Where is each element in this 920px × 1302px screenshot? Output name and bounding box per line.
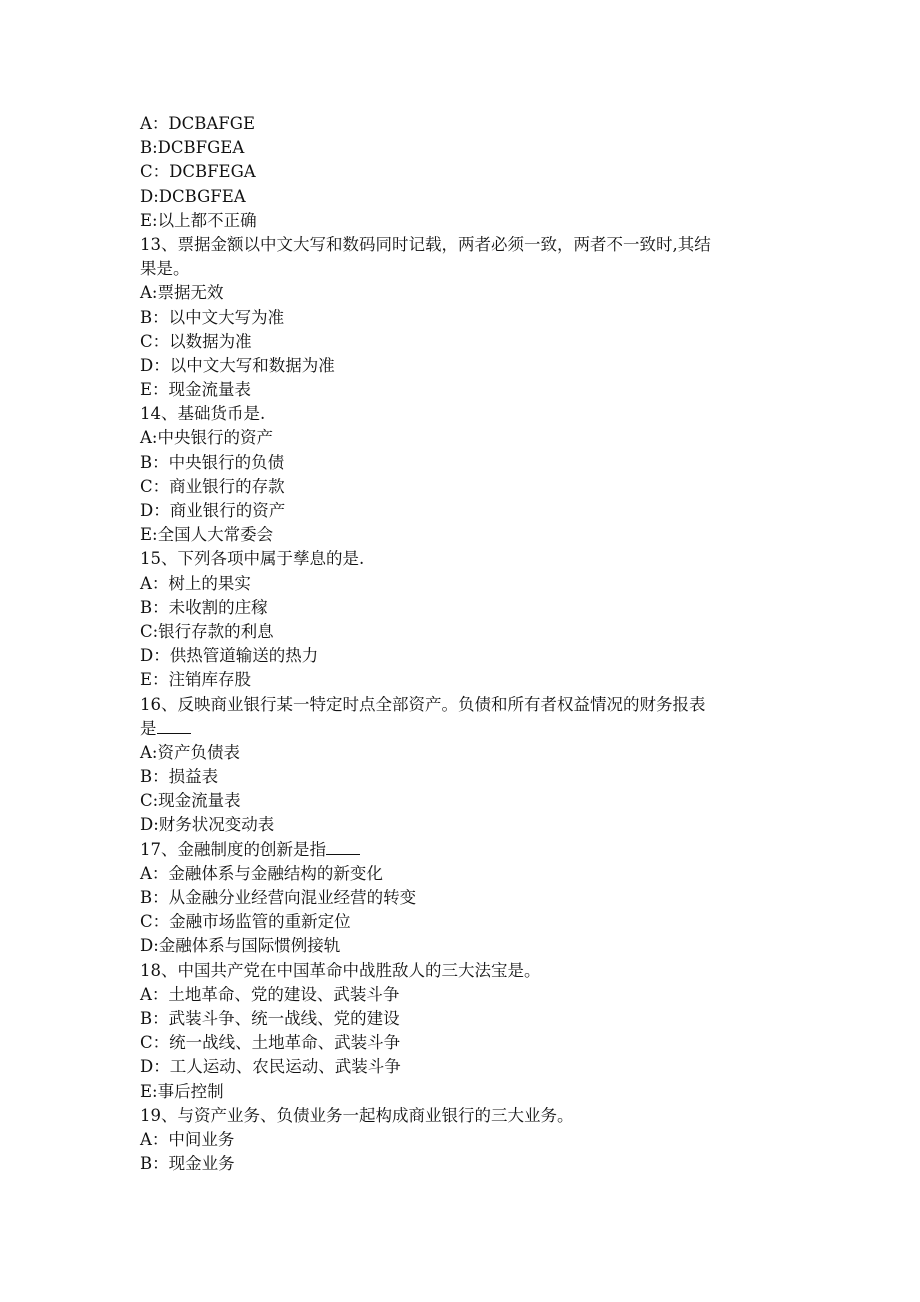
q15-question: 15、下列各项中属于孳息的是. [140, 549, 365, 569]
q13-option-c: C：以数据为准 [140, 331, 252, 351]
q15-option-b: B：未收割的庄稼 [140, 597, 268, 617]
q16-question-line1: 16、反映商业银行某一特定时点全部资产。负债和所有者权益情况的财务报表 [140, 694, 706, 714]
q18-option-a: A：土地革命、党的建设、武装斗争 [140, 984, 400, 1004]
q14-option-a: A:中央银行的资产 [140, 428, 273, 448]
answer-blank [326, 840, 360, 855]
q17-option-c: C：金融市场监管的重新定位 [140, 912, 351, 932]
q19-option-a: A：中间业务 [140, 1129, 235, 1149]
q13-option-b: B：以中文大写为准 [140, 307, 285, 327]
q18-option-c: C：统一战线、土地革命、武装斗争 [140, 1033, 401, 1053]
q12-option-b: B:DCBFGEA [140, 138, 245, 158]
q13-option-a: A:票据无效 [140, 283, 224, 303]
q19-option-b: B：现金业务 [140, 1154, 235, 1174]
q15-option-e: E：注销库存股 [140, 670, 252, 690]
q18-option-b: B：武装斗争、统一战线、党的建设 [140, 1008, 400, 1028]
q12-option-d: D:DCBGFEA [140, 186, 246, 206]
q18-question: 18、中国共产党在中国革命中战胜敌人的三大法宝是。 [140, 960, 541, 980]
q16-question-line2 [140, 717, 780, 741]
q17-question-text: 17、金融制度的创新是指 [140, 839, 326, 859]
q13-option-d: D：以中文大写和数据为准 [140, 355, 335, 375]
q14-option-c: C：商业银行的存款 [140, 476, 285, 496]
q15-option-d: D：供热管道输送的热力 [140, 646, 319, 666]
q12-option-e: E:以上都不正确 [140, 210, 257, 230]
q18-option-e: E:事后控制 [140, 1081, 224, 1101]
q13-question-line1: 13、票据金额以中文大写和数码同时记载，两者必须一致，两者不一致时,其结 [140, 234, 711, 254]
q14-option-e: E:全国人大常委会 [140, 525, 274, 545]
q12-option-c: C：DCBFEGA [140, 162, 256, 182]
q13-option-e: E：现金流量表 [140, 380, 252, 400]
q14-option-b: B：中央银行的负债 [140, 452, 285, 472]
q16-option-a: A:资产负债表 [140, 742, 240, 762]
answer-blank [157, 719, 191, 734]
q14-question: 14、基础货币是. [140, 404, 266, 424]
q15-option-c: C:银行存款的利息 [140, 621, 274, 641]
q17-question [140, 838, 780, 862]
q17-option-b: B：从金融分业经营向混业经营的转变 [140, 888, 417, 907]
q19-question: 19、与资产业务、负债业务一起构成商业银行的三大业务。 [140, 1105, 574, 1125]
q13-question-line2: 果是。 [140, 259, 190, 279]
q16-option-c: C:现金流量表 [140, 791, 241, 811]
q18-option-d: D：工人运动、农民运动、武装斗争 [140, 1057, 401, 1077]
q17-option-a: A：金融体系与金融结构的新变化 [140, 863, 383, 883]
q14-option-d: D：商业银行的资产 [140, 501, 286, 520]
q16-question-text: 是 [140, 718, 157, 738]
q12-option-a: A：DCBAFGE [140, 114, 255, 133]
q16-option-d: D:财务状况变动表 [140, 815, 275, 835]
document-page [140, 112, 780, 1176]
q15-option-a: A：树上的果实 [140, 573, 251, 593]
q16-option-b: B：损益表 [140, 767, 219, 787]
q17-option-d: D:金融体系与国际惯例接轨 [140, 936, 341, 956]
